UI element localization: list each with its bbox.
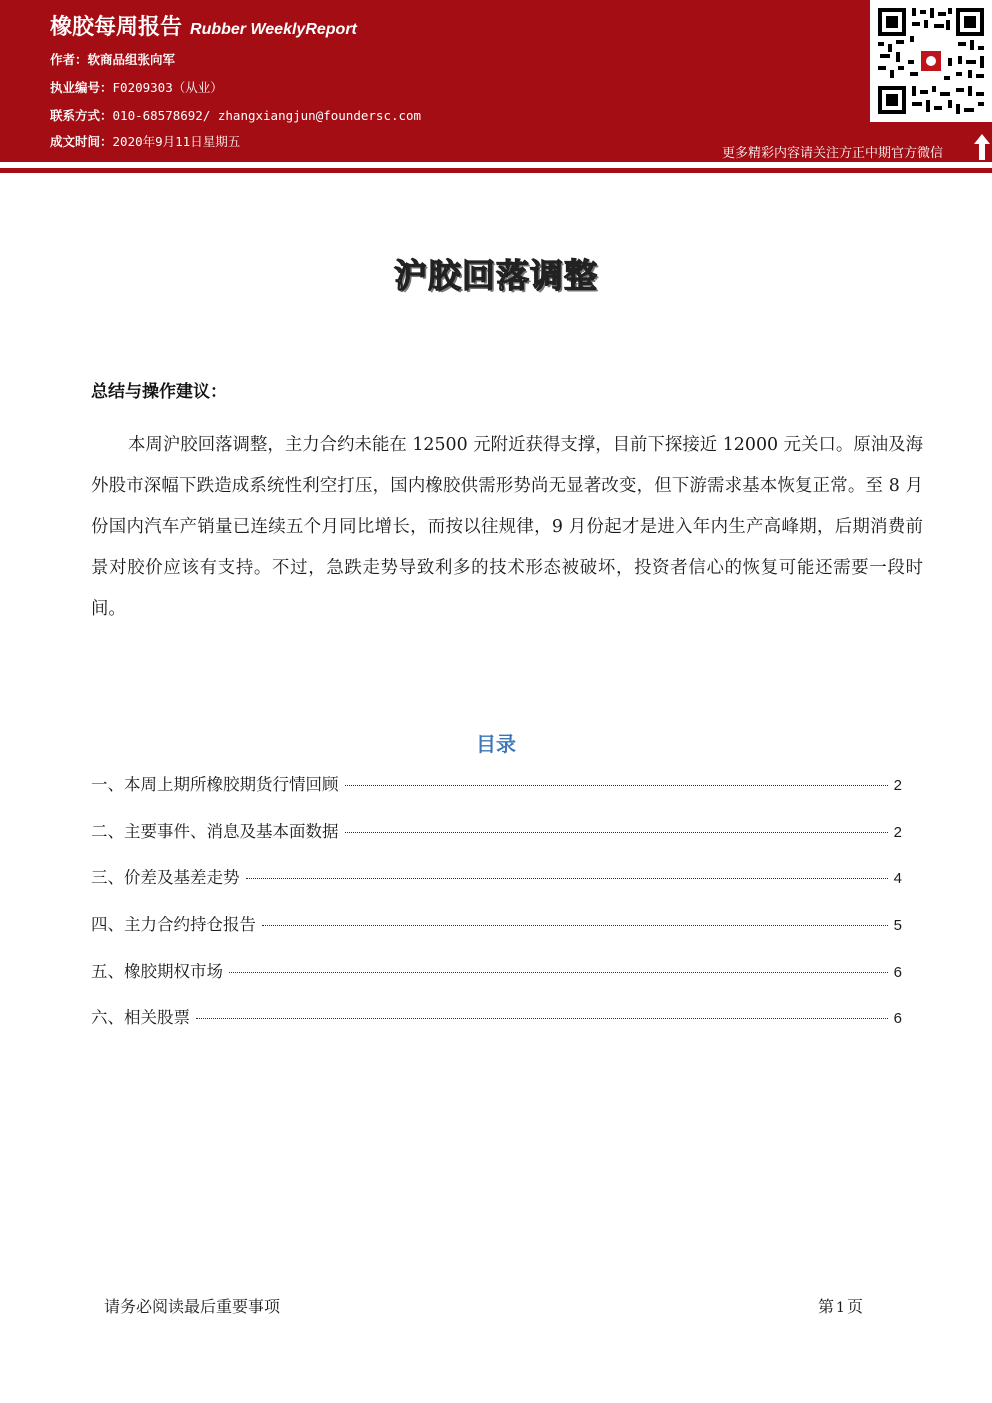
follow-wechat-text: 更多精彩内容请关注方正中期官方微信 xyxy=(722,146,944,161)
report-title-cn: 橡胶每周报告 xyxy=(50,15,183,40)
license-line xyxy=(50,78,223,96)
toc-item-page: 5 xyxy=(893,917,902,934)
toc-item-label[interactable]: 三、价差及基差走势 xyxy=(91,868,240,887)
footer-page-indicator xyxy=(818,1294,863,1317)
toc-item-label[interactable]: 六、相关股票 xyxy=(91,1008,190,1027)
toc-item-label[interactable]: 一、本周上期所橡胶期货行情回顾 xyxy=(91,775,339,794)
toc-item[interactable] xyxy=(91,818,902,842)
page-suffix: 页 xyxy=(846,1297,863,1316)
contact-line xyxy=(50,106,421,124)
toc-leader xyxy=(246,878,888,879)
summary-heading: 总结与操作建议： xyxy=(91,382,227,402)
header-rule xyxy=(0,168,992,173)
date-label: 成文时间： xyxy=(50,134,113,149)
author-value: 软商品组张向军 xyxy=(87,52,176,67)
author-line xyxy=(50,50,175,68)
toc-item[interactable] xyxy=(91,958,902,982)
toc-leader xyxy=(345,785,888,786)
toc-item-page: 2 xyxy=(893,824,902,841)
toc-item-page: 6 xyxy=(893,964,902,981)
toc-leader xyxy=(262,925,888,926)
toc-item-page: 4 xyxy=(893,870,902,887)
toc-item[interactable] xyxy=(91,864,902,888)
up-arrow-icon xyxy=(974,134,990,160)
toc-item[interactable] xyxy=(91,1004,902,1028)
toc-item-label[interactable]: 四、主力合约持仓报告 xyxy=(91,915,256,934)
toc-item-page: 2 xyxy=(893,777,902,794)
license-value: F0209303（从业） xyxy=(112,80,223,95)
toc-item-label[interactable]: 五、橡胶期权市场 xyxy=(91,962,223,981)
toc-item-label[interactable]: 二、主要事件、消息及基本面数据 xyxy=(91,822,339,841)
toc-item[interactable] xyxy=(91,771,902,795)
toc-leader xyxy=(229,972,888,973)
date-value: 2020年9月11日星期五 xyxy=(112,134,241,149)
license-label: 执业编号： xyxy=(50,80,113,95)
toc-leader xyxy=(345,832,888,833)
date-line xyxy=(50,132,240,150)
summary-paragraph: 本周沪胶回落调整，主力合约未能在 12500 元附近获得支撑，目前下探接近 12000 元关口。原油及海外股市深幅下跌造成系统性利空打压，国内橡胶供需形势尚无显著改变，但下游需求基本恢复正常。至 8 月份国内汽车产销量已连续五个月同比增长，而按以往规律，9 月份起才是进入年内生产高峰期，后期消费前景对胶价应该有支持。不过，急跌走势导致利多的技术形态被破坏，投资者信心的恢复可能还需要一段时间。 xyxy=(91,435,923,619)
toc-item-page: 6 xyxy=(893,1010,902,1027)
page-prefix: 第 xyxy=(818,1297,835,1316)
document-title: 沪胶回落调整 xyxy=(394,256,598,295)
contact-value[interactable]: 010-68578692/ zhangxiangjun@foundersc.com xyxy=(112,108,422,123)
toc-item[interactable] xyxy=(91,911,902,935)
report-title xyxy=(50,10,357,41)
author-label: 作者： xyxy=(50,52,88,67)
qr-code-icon[interactable] xyxy=(870,0,992,122)
report-header-band xyxy=(0,0,992,162)
footer-notice: 请务必阅读最后重要事项 xyxy=(104,1297,281,1316)
toc-leader xyxy=(196,1018,888,1019)
contact-label: 联系方式： xyxy=(50,108,113,123)
report-title-en: Rubber WeeklyReport xyxy=(190,21,357,38)
toc-heading: 目录 xyxy=(476,732,516,756)
page-number: 1 xyxy=(836,1300,845,1316)
